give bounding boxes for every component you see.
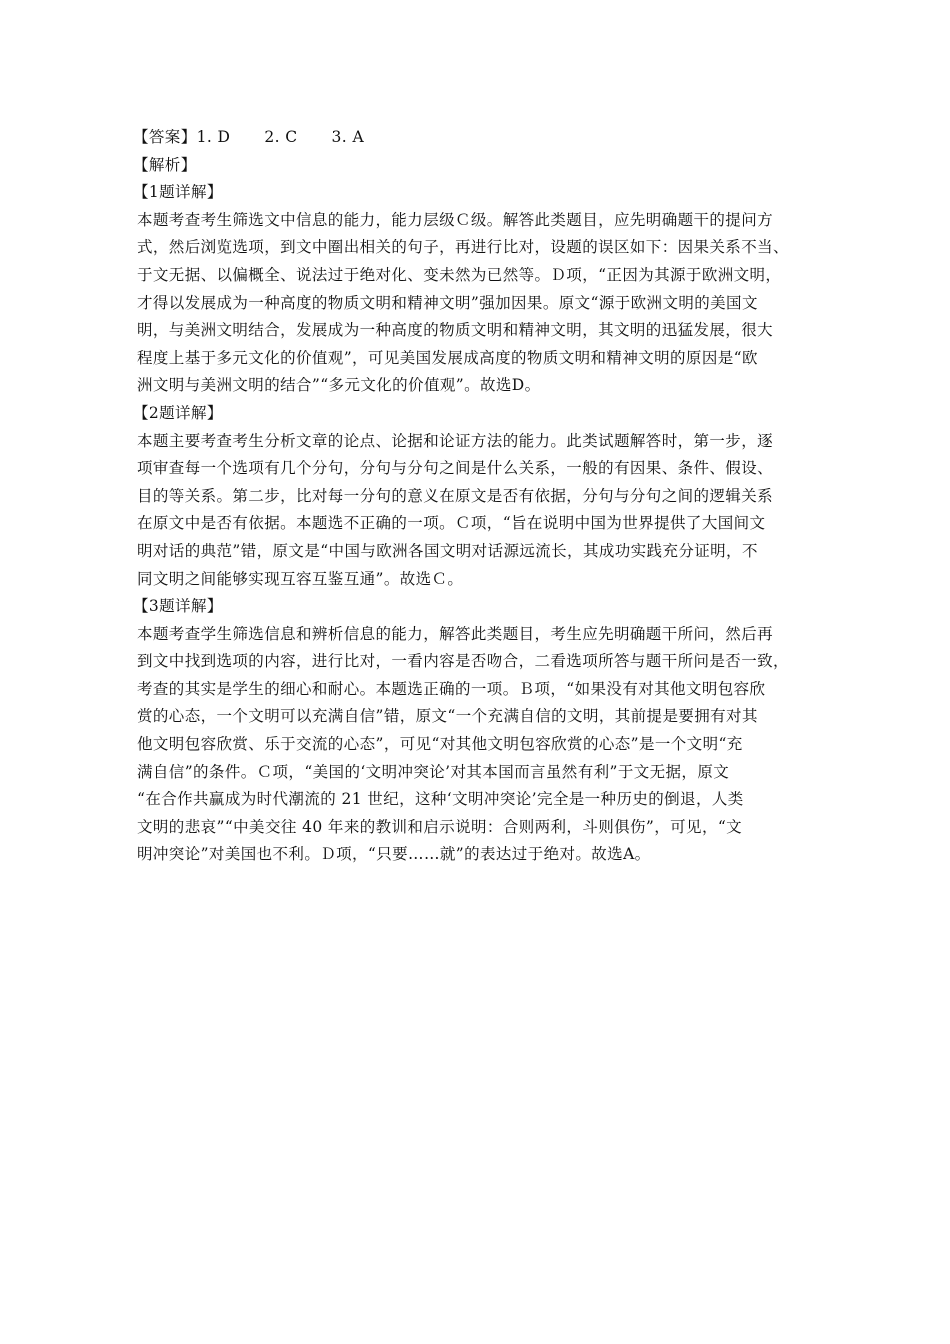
section-1-heading: 【1题详解】 — [133, 183, 223, 202]
paragraph-line: 目的等关系。第二步，比对每一分句的意义在原文是否有依据，分句与分句之间的逻辑关系 — [137, 486, 774, 505]
paragraph-line: 式，然后浏览选项，到文中圈出相关的句子，再进行比对，设题的误区如下：因果关系不当、 — [137, 238, 789, 257]
paragraph-line: 程度上基于多元文化的价值观”，可见美国发展成高度的物质文明和精神文明的原因是“欧 — [137, 348, 758, 367]
paragraph-line: 他文明包容欣赏、乐于交流的心态”，可见“对其他文明包容欣赏的心态”是一个文明“充 — [137, 735, 743, 754]
paragraph-line: 文明的悲哀”“中美交往 40 年来的教训和启示说明：合则两利，斗则俱伤”，可见，“文 — [137, 817, 743, 836]
paragraph-line: 赏的心态，一个文明可以充满自信”错，原文“一个充满自信的文明，其前提是要拥有对其 — [137, 707, 758, 726]
answer-item-3: 3. A — [331, 128, 365, 146]
paragraph-line: 项审查每一个选项有几个分句，分句与分句之间是什么关系，一般的有因果、条件、假设、 — [137, 459, 774, 478]
paragraph-line: 本题考查考生筛选文中信息的能力，能力层级Ｃ级。解答此类题目，应先明确题干的提问方 — [137, 210, 774, 229]
paragraph-line: 明，与美洲文明结合，发展成为一种高度的物质文明和精神文明，其文明的迅猛发展，很大 — [137, 321, 774, 340]
answer-item-2: 2. C — [264, 128, 298, 146]
paragraph-line: 在原文中是否有依据。本题选不正确的一项。Ｃ项，“旨在说明中国为世界提供了大国间文 — [137, 514, 766, 533]
analysis-label: 【解析】 — [133, 155, 197, 174]
paragraph-line: 同文明之间能够实现互容互鉴互通”。故选Ｃ。 — [137, 569, 464, 588]
paragraph-line: 到文中找到选项的内容，进行比对，一看内容是否吻合，二看选项所答与题干所问是否一致， — [137, 652, 789, 671]
paragraph-line: 才得以发展成为一种高度的物质文明和精神文明”强加因果。原文“源于欧洲文明的美国文 — [137, 293, 758, 312]
paragraph-line: 本题考查学生筛选信息和辨析信息的能力，解答此类题目，考生应先明确题干所问，然后再 — [137, 624, 774, 643]
paragraph-line: 明对话的典范”错，原文是“中国与欧洲各国文明对话源远流长，其成功实践充分证明，不 — [137, 541, 758, 560]
section-3-heading: 【3题详解】 — [133, 597, 223, 616]
paragraph-line: 洲文明与美洲文明的结合”“多元文化的价值观”。故选D。 — [137, 376, 541, 395]
paragraph-line: 于文无据、以偏概全、说法过于绝对化、变未然为已然等。Ｄ项，“正因为其源于欧洲文明， — [137, 265, 782, 284]
section-2-heading: 【2题详解】 — [133, 403, 223, 422]
answer-item-1: 1. D — [196, 128, 231, 146]
paragraph-line: “在合作共赢成为时代潮流的 21 世纪，这种‘文明冲突论’完全是一种历史的倒退，人类 — [137, 790, 744, 809]
paragraph-line: 明冲突论”对美国也不利。Ｄ项，“只要……就”的表达过于绝对。故选A。 — [137, 845, 651, 864]
paragraph-line: 本题主要考查考生分析文章的论点、论据和论证方法的能力。此类试题解答时，第一步，逐 — [137, 431, 774, 450]
paragraph-line: 考查的其实是学生的细心和耐心。本题选正确的一项。Ｂ项，“如果没有对其他文明包容欣 — [137, 679, 766, 698]
paragraph-line: 满自信”的条件。Ｃ项，“美国的‘文明冲突论’对其本国而言虽然有利”于文无据，原文 — [137, 762, 730, 781]
answer-label: 【答案】 — [133, 128, 197, 146]
answer-line — [133, 124, 827, 152]
document-body — [133, 124, 827, 869]
